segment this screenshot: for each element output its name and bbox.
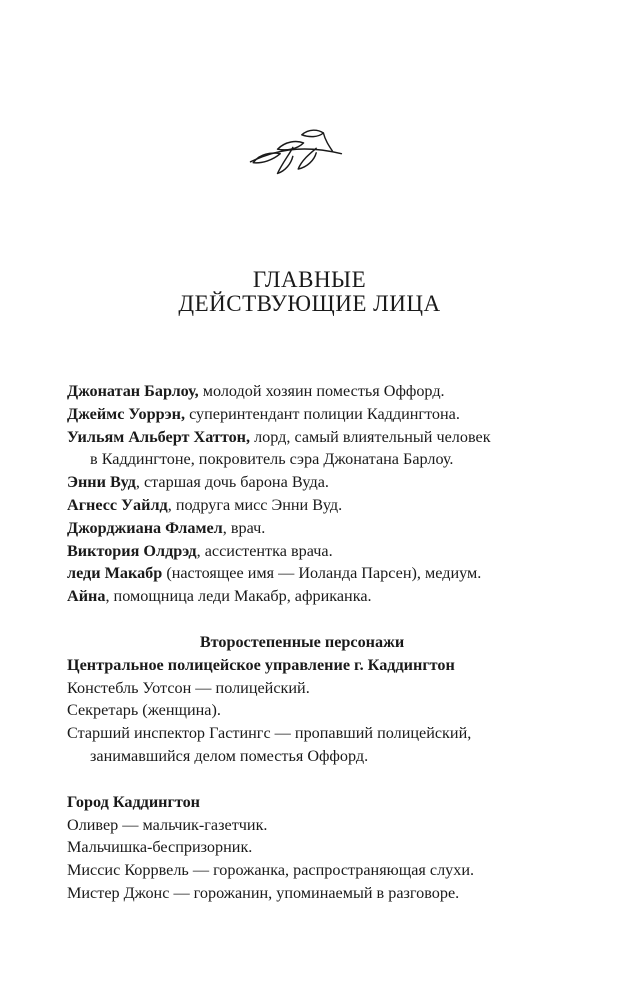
character-line: Секретарь (женщина). <box>67 701 221 720</box>
character-entry <box>67 540 537 563</box>
character-name: Джонатан Барлоу, <box>67 382 199 400</box>
character-list <box>67 380 537 905</box>
character-name: Уильям Альберт Хаттон, <box>67 427 251 446</box>
character-desc: , помощница леди Макабр, африканка. <box>105 587 372 606</box>
character-line: Старший инспектор Гастингс — пропавший полицейский, <box>67 724 472 743</box>
leaf-branch-ornament-icon <box>244 124 356 178</box>
character-entry <box>67 562 537 585</box>
character-entry <box>67 494 537 517</box>
character-name: Джеймс Уоррэн, <box>67 404 186 423</box>
character-name: Виктория Олдрэд <box>67 541 197 560</box>
group-title-text: Город Каддингтон <box>67 792 200 811</box>
character-entry <box>67 585 537 608</box>
group-title <box>67 654 537 677</box>
character-entry <box>67 471 537 494</box>
character-desc: , подруга мисс Энни Вуд. <box>167 495 343 514</box>
group-title <box>67 791 537 814</box>
title-line-2: ДЕЙСТВУЮЩИЕ ЛИЦА <box>178 291 441 316</box>
character-name: Агнесс Уайлд <box>67 495 168 514</box>
character-desc: суперинтендант полиции Каддингтона. <box>185 404 460 423</box>
character-entry <box>67 403 537 426</box>
character-name: леди Макабр <box>67 564 163 583</box>
character-desc: , ассистентка врача. <box>196 541 333 560</box>
character-desc-continuation: в Каддингтоне, покровитель сэра Джонатана Барлоу. <box>90 450 454 469</box>
page-title <box>0 268 619 316</box>
spacer <box>67 608 537 631</box>
character-line: Мальчишка-беспризорник. <box>67 838 253 857</box>
character-desc: (настоящее имя — Иоланда Парсен), медиум. <box>162 564 482 583</box>
character-line: Миссис Коррвель — горожанка, распространяющая слухи. <box>67 861 475 880</box>
character-desc: молодой хозяин поместья Оффорд. <box>198 382 445 400</box>
character-desc: , старшая дочь барона Вуда. <box>135 473 329 492</box>
spacer <box>67 768 537 791</box>
character-name: Айна <box>67 587 106 606</box>
secondary-heading <box>67 631 537 654</box>
character-entry <box>67 426 537 449</box>
character-line-continuation: занимавшийся делом поместья Оффорд. <box>90 746 369 765</box>
character-line: Мистер Джонс — горожанин, упоминаемый в разговоре. <box>67 883 460 902</box>
character-entry <box>67 380 537 403</box>
title-line-1: ГЛАВНЫЕ <box>252 267 367 292</box>
character-line: Констебль Уотсон — полицейский. <box>67 678 310 697</box>
group-title-text: Центральное полицейское управление г. Каддингтон <box>67 655 455 674</box>
character-name: Джорджиана Фламел <box>67 518 223 537</box>
character-desc: , врач. <box>222 518 266 537</box>
character-entry <box>67 517 537 540</box>
character-desc: лорд, самый влиятельный человек <box>250 427 491 446</box>
character-name: Энни Вуд <box>67 473 136 492</box>
character-line: Оливер — мальчик-газетчик. <box>67 815 268 834</box>
secondary-heading-text: Второстепенные персонажи <box>199 632 405 651</box>
